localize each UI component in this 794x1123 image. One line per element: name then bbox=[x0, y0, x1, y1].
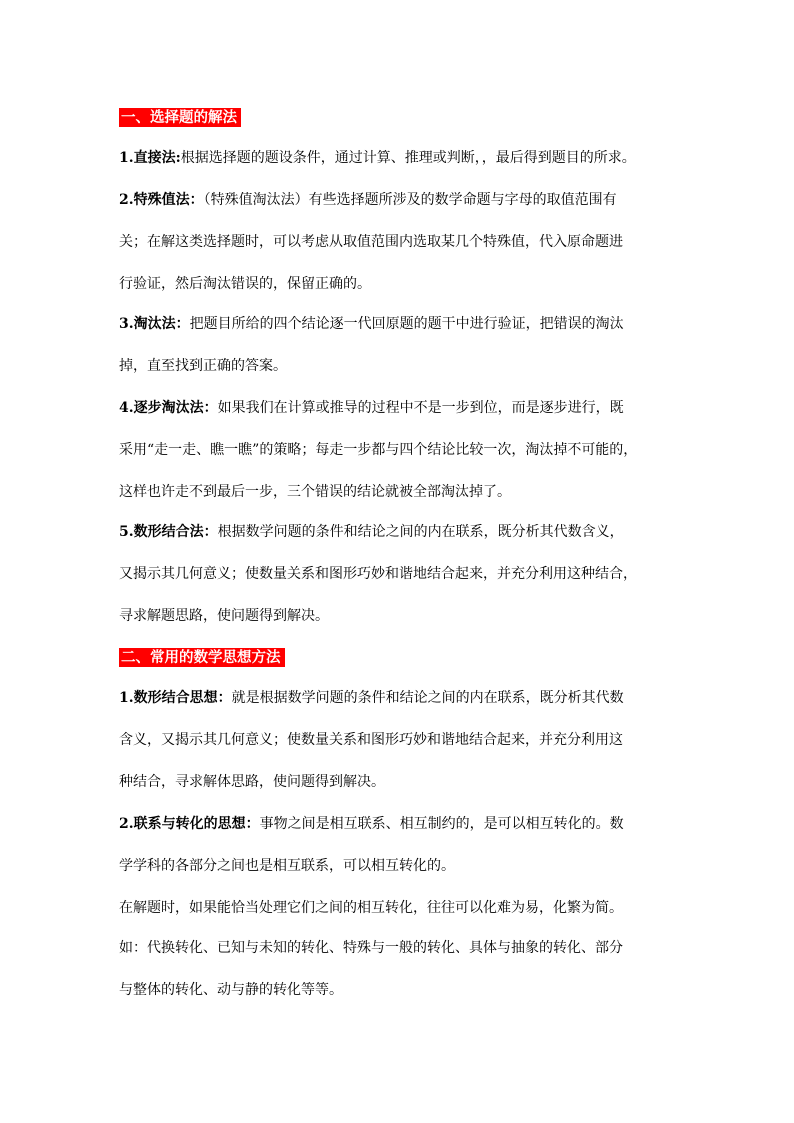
text-line bbox=[119, 148, 636, 168]
item-text: 根据选择题的题设条件，通过计算、推理或判断，，最后得到题目的所求。 bbox=[180, 150, 636, 166]
text-line: 掉，直至找到正确的答案。 bbox=[119, 358, 287, 374]
text-line: 关；在解这类选择题时，可以考虑从取值范围内选取某几个特殊值，代入原命题进 bbox=[119, 234, 623, 250]
item-label: 2.联系与转化的思想： bbox=[119, 816, 260, 832]
text-line bbox=[119, 398, 624, 418]
item-label: 4.逐步淘汰法： bbox=[119, 400, 218, 416]
item-label: 2.特殊值法： bbox=[119, 192, 204, 208]
item-text: 根据数学问题的条件和结论之间的内在联系，既分析其代数含义， bbox=[217, 524, 624, 540]
item-text: 就是根据数学问题的条件和结论之间的内在联系，既分析其代数 bbox=[231, 690, 624, 706]
text-line: 寻求解题思路，使问题得到解决。 bbox=[119, 608, 329, 624]
item-text: 如果我们在计算或推导的过程中不是一步到位，而是逐步进行，既 bbox=[217, 400, 624, 416]
text-line: 如：代换转化、已知与未知的转化、特殊与一般的转化、具体与抽象的转化、部分 bbox=[119, 940, 623, 956]
section-heading: 二、常用的数学思想方法 bbox=[119, 648, 285, 667]
text-line bbox=[119, 522, 624, 542]
item-label: 1.直接法: bbox=[119, 150, 181, 166]
text-line: 含义，又揭示其几何意义；使数量关系和图形巧妙和谐地结合起来，并充分利用这 bbox=[119, 732, 623, 748]
text-line: 又揭示其几何意义；使数量关系和图形巧妙和谐地结合起来，并充分利用这种结合， bbox=[119, 566, 637, 582]
text-line bbox=[119, 814, 624, 834]
text-line bbox=[119, 688, 624, 708]
text-line: 采用“走一走、瞧一瞧”的策略；每走一步都与四个结论比较一次，淘汰掉不可能的， bbox=[119, 442, 638, 458]
item-text: 把题目所给的四个结论逐一代回原题的题干中进行验证，把错误的淘汰 bbox=[189, 316, 624, 332]
text-line: 种结合，寻求解体思路，使问题得到解决。 bbox=[119, 774, 385, 790]
item-label: 3.淘汰法： bbox=[119, 316, 190, 332]
text-line bbox=[119, 314, 624, 334]
item-text: （特殊值淘汰法）有些选择题所涉及的数学命题与字母的取值范围有 bbox=[203, 192, 617, 208]
text-line: 在解题时，如果能恰当处理它们之间的相互转化，往往可以化难为易，化繁为简。 bbox=[119, 900, 623, 916]
item-text: 事物之间是相互联系、相互制约的，是可以相互转化的。数 bbox=[259, 816, 624, 832]
text-line bbox=[119, 190, 617, 210]
text-line: 行验证，然后淘汰错误的，保留正确的。 bbox=[119, 276, 371, 292]
section-heading: 一、选择题的解法 bbox=[119, 108, 241, 127]
text-line: 学学科的各部分之间也是相互联系，可以相互转化的。 bbox=[119, 858, 455, 874]
text-line: 与整体的转化、动与静的转化等等。 bbox=[119, 982, 343, 998]
item-label: 5.数形结合法： bbox=[119, 524, 218, 540]
item-label: 1.数形结合思想： bbox=[119, 690, 232, 706]
text-line: 这样也许走不到最后一步，三个错误的结论就被全部淘汰掉了。 bbox=[119, 484, 511, 500]
